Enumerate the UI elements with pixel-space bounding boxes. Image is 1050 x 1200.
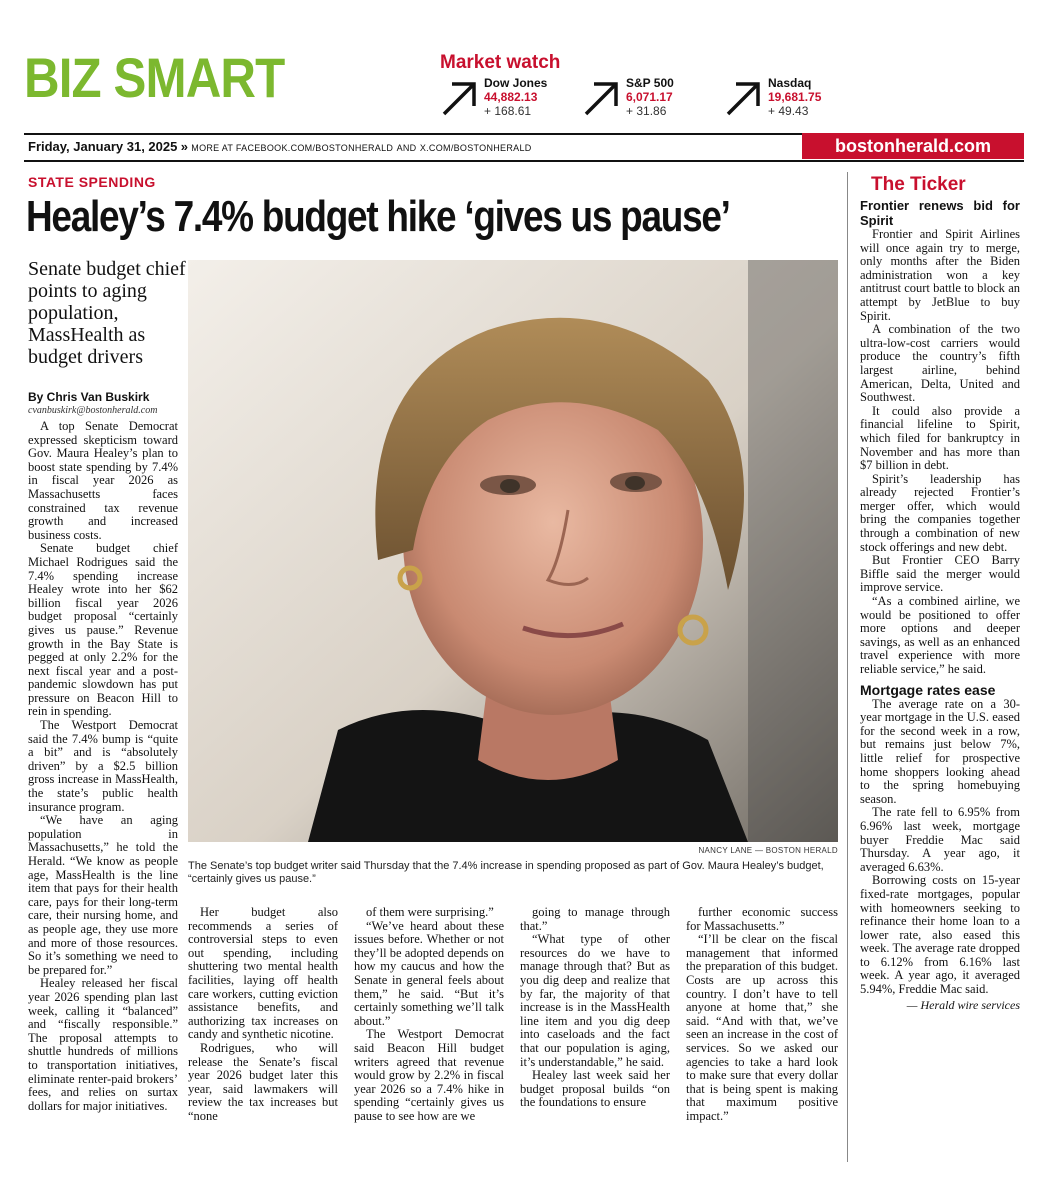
paragraph: “We have an aging population in Massachusetts,” he told the Herald. “We know as people age, MassHealth is the line item that pays for their health care, pays for their long-term care, their nursing home, and as people age, they use more and more of those resources. So it’s something we need to be prepared for.” (28, 813, 178, 977)
stock-change: + 49.43 (768, 104, 809, 118)
stock-value: 19,681.75 (768, 90, 822, 104)
market-watch-title: Market watch (440, 52, 561, 73)
ticker-item-headline: Frontier renews bid for Spirit (860, 198, 1020, 228)
paragraph: A combination of the two ultra-low-cost carriers would produce the country’s fifth largest airline, behind American, Delta, United and Southwest. (860, 322, 1020, 405)
section-title: BIZ SMART (24, 46, 285, 109)
issue-date: Friday, January 31, 2025 (28, 139, 178, 154)
story-kicker: STATE SPENDING (28, 174, 156, 190)
photo-caption: The Senate’s top budget writer said Thursday that the 7.4% increase in spending proposed as part of Gov. Maura Healey’s budget, “certainly gives us pause.” (188, 860, 824, 885)
ticker-item-headline: Mortgage rates ease (860, 681, 996, 698)
stock-value: 44,882.13 (484, 90, 538, 104)
story-column-4 (520, 906, 670, 1162)
story-column-5 (686, 906, 838, 1162)
dateline: Friday, January 31, 2025 » MORE AT FACEBOOK.COM/BOSTONHERALD AND X.COM/BOSTONHERALD (28, 139, 532, 154)
paragraph: Rodrigues, who will release the Senate’s fiscal year 2026 budget later this year, said lawmakers will review the tax increases but “none (188, 1040, 338, 1123)
paragraph: A top Senate Democrat expressed skepticism toward Gov. Maura Healey’s plan to boost state spending by 7.4% in fiscal year 2026 as Massachusetts faces constrained tax revenue growth and increased business costs. (28, 420, 178, 542)
author-email[interactable]: cvanbuskirk@bostonherald.com (28, 405, 158, 416)
paragraph: Spirit’s leadership has already rejected Frontier’s merger offer, which would bring the companies together through a combination of new stock offerings and new debt. (860, 471, 1020, 554)
photo-credit: NANCY LANE — BOSTON HERALD (698, 846, 838, 855)
stock-value: 6,071.17 (626, 90, 673, 104)
up-arrow-icon (440, 78, 480, 118)
paragraph: It could also provide a financial lifeline to Spirit, which filed for bankruptcy in November and has more than $7 billion in debt. (860, 403, 1020, 473)
paragraph: “We’ve heard about these issues before. Whether or not they’ll be adopted depends on how my caucus and how the Senate in general feels about them,” he said. “But it’s certainly something we’ll talk about.” (354, 918, 504, 1028)
up-arrow-icon (582, 78, 622, 118)
story-photo (188, 260, 838, 842)
paragraph: “I’ll be clear on the fiscal management that informed the preparation of this budget. Costs are up across this country. I don’t have to tell anyone at home that,” she said. “And with that, we’ve seen an increase in the cost of services. So we asked our agencies to take a hard look to make sure that every dollar that is being spent is making that maximum positive impact.” (686, 932, 838, 1123)
paragraph: The average rate on a 30-year mortgage in the U.S. eased for the second week in a row, but remains just below 7%, little relief for prospective home shoppers looking ahead to the spring homebuying season. (860, 696, 1020, 806)
paragraph: Senate budget chief Michael Rodrigues said the 7.4% spending increase Healey wrote into her $62 billion fiscal year 2026 budget proposal “certainly gives us pause.” Revenue growth in the Bay State is pegged at only 2.2% for the next fiscal year and a post-pandemic slowdown has put pressure on Beacon Hill to rein in spending. (28, 541, 178, 719)
paragraph: Frontier and Spirit Airlines will once again try to merge, only months after the Biden administration won a key antitrust court battle to block an attempt by JetBlue to buy Spirit. (860, 227, 1020, 323)
byline: By Chris Van Buskirk (28, 390, 150, 404)
site-link[interactable]: bostonherald.com (802, 133, 1024, 159)
story-column-2 (188, 906, 338, 1162)
portrait-image (188, 260, 838, 842)
paragraph: of them were surprising.” (366, 906, 494, 919)
x-link[interactable]: X.COM/BOSTONHERALD (419, 143, 532, 153)
ticker-signoff: — Herald wire services (906, 997, 1020, 1012)
stock-name: S&P 500 (626, 76, 674, 90)
stock-sp500 (582, 76, 732, 126)
stock-nasdaq (724, 76, 874, 126)
paragraph: Healey last week said her budget proposal builds “on the foundations to ensure (520, 1068, 670, 1110)
story-headline: Healey’s 7.4% budget hike ‘gives us pause’ (26, 192, 730, 241)
paragraph: Her budget also recommends a series of controversial steps to even out spending, including shuttering two mental health facilities, laying off health care workers, cutting eviction assistance benefits, and authorizing tax increases on candy and synthetic nicotine. (188, 906, 338, 1042)
stock-dow-jones (440, 76, 590, 126)
stock-change: + 31.86 (626, 104, 667, 118)
stock-name: Dow Jones (484, 76, 548, 90)
story-column-3 (354, 906, 504, 1162)
stock-change: + 168.61 (484, 104, 532, 118)
story-deck: Senate budget chief points to aging population, MassHealth as budget drivers (28, 258, 186, 368)
paragraph: The Westport Democrat said the 7.4% bump is “quite a bit” and is “absolutely driven” by a $2.5 billion gross increase in MassHealth, the state’s public health insurance program. (28, 718, 178, 814)
up-arrow-icon (724, 78, 764, 118)
story-column-1 (28, 420, 178, 1162)
paragraph: But Frontier CEO Barry Biffle said the merger would improve service. (860, 553, 1020, 595)
paragraph: The Westport Democrat said Beacon Hill budget writers agreed that revenue would grow by 2.2% in fiscal year 2026 so a 7.4% hike in spending “certainly gives us pause to see how are we (354, 1027, 504, 1123)
more-and: AND (396, 143, 417, 153)
stock-name: Nasdaq (768, 76, 812, 90)
paragraph: Healey released her fiscal year 2026 spending plan last week, calling it “balanced” and “fiscally responsible.” The proposal attempts to shuttle hundreds of millions to transportation initiatives, eliminate renter-paid brokers’ fees, and relies on surtax dollars for major initiatives. (28, 976, 178, 1113)
paragraph: going to manage through that.” (520, 906, 670, 933)
paragraph: Borrowing costs on 15-year fixed-rate mortgages, popular with homeowners seeking to refinance their home loan to a lower rate, also eased this week. The average rate dropped to 6.12% from 6.16% last week. A year ago, it averaged 5.94%, Freddie Mac said. (860, 873, 1020, 997)
ticker-title: The Ticker (871, 174, 966, 195)
paragraph: “What type of other resources do we have to manage through that? But as you dig deep and realize that by far, the majority of that increase is in the MassHealth line item and you dig deep into caseloads and the fact that our population is aging, it’s understandable,” he said. (520, 932, 670, 1069)
paragraph: “As a combined airline, we would be positioned to offer more options and deeper savings, as well as an enhanced travel experience with more reliable service,” he said. (860, 594, 1020, 676)
ticker-column (860, 198, 1020, 1160)
paragraph: further economic success for Massachusetts.” (686, 906, 838, 933)
paragraph: The rate fell to 6.95% from 6.96% last week, mortgage buyer Freddie Mac said Thursday. A year ago, it averaged 6.63%. (860, 805, 1020, 874)
facebook-link[interactable]: MORE AT FACEBOOK.COM/BOSTONHERALD (191, 143, 394, 153)
column-divider (847, 172, 848, 1162)
header-rule (24, 160, 1024, 162)
